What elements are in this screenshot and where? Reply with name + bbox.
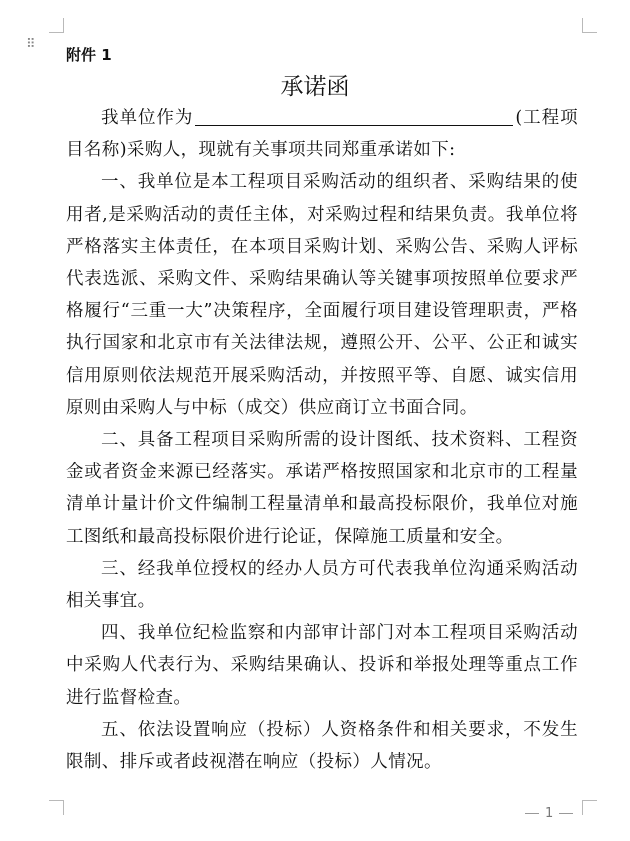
document-title: 承诺函 [280, 74, 350, 100]
commitment-paragraph-4: 四、我单位纪检监察和内部审计部门对本工程项目采购活动中采购人代表行为、采购结果确认、投诉和举报处理等重点工作进行监督检查。 [66, 623, 578, 708]
intro-text-start: 我单位作为 [101, 108, 194, 128]
page-corner-mark-bottom-left [49, 800, 64, 815]
commitment-paragraph-1: 一、我单位是本工程项目采购活动的组织者、采购结果的使用者,是采购活动的责任主体，对采购过程和结果负责。我单位将严格落实主体责任，在本项目采购计划、采购公告、采购人评标代表选派、采购文件、采购结果确认等关键事项按照单位要求严格履行“三重一大”决策程序，全面履行项目建设管理职责，严格执行国家和北京市有关法律法规，遵照公开、公平、公正和诚实信用原则依法规范开展采购活动，并按照平等、自愿、诚实信用原则由采购人与中标（成交）供应商订立书面合同。 [66, 172, 578, 418]
project-name-blank[interactable] [195, 103, 513, 126]
page-corner-mark-bottom-right [582, 800, 597, 815]
page-number: 1 [545, 806, 554, 821]
attachment-label: 附件 1 [66, 46, 112, 64]
page-number-dash-left [525, 813, 539, 814]
intro-paragraph [66, 102, 578, 166]
document-body [66, 102, 578, 778]
page-number-footer [519, 806, 579, 821]
page-number-dash-right [559, 813, 573, 814]
drag-handle-icon[interactable]: ⠿ [26, 37, 35, 52]
intro-text-end: (工程项目名称)采购人，现就有关事项共同郑重承诺如下: [66, 108, 578, 161]
commitment-paragraph-5: 五、依法设置响应（投标）人资格条件和相关要求，不发生限制、排斥或者歧视潜在响应（投标）人情况。 [66, 719, 578, 773]
commitment-paragraph-2: 二、具备工程项目采购所需的设计图纸、技术资料、工程资金或者资金来源已经落实。承诺严格按照国家和北京市的工程量清单计量计价文件编制工程量清单和最高投标限价，我单位对施工图纸和最高投标限价进行论证，保障施工质量和安全。 [66, 430, 578, 547]
page-corner-mark-top-left [49, 18, 64, 33]
page-corner-mark-top-right [582, 18, 597, 33]
commitment-paragraph-3: 三、经我单位授权的经办人员方可代表我单位沟通采购活动相关事宜。 [66, 558, 578, 612]
